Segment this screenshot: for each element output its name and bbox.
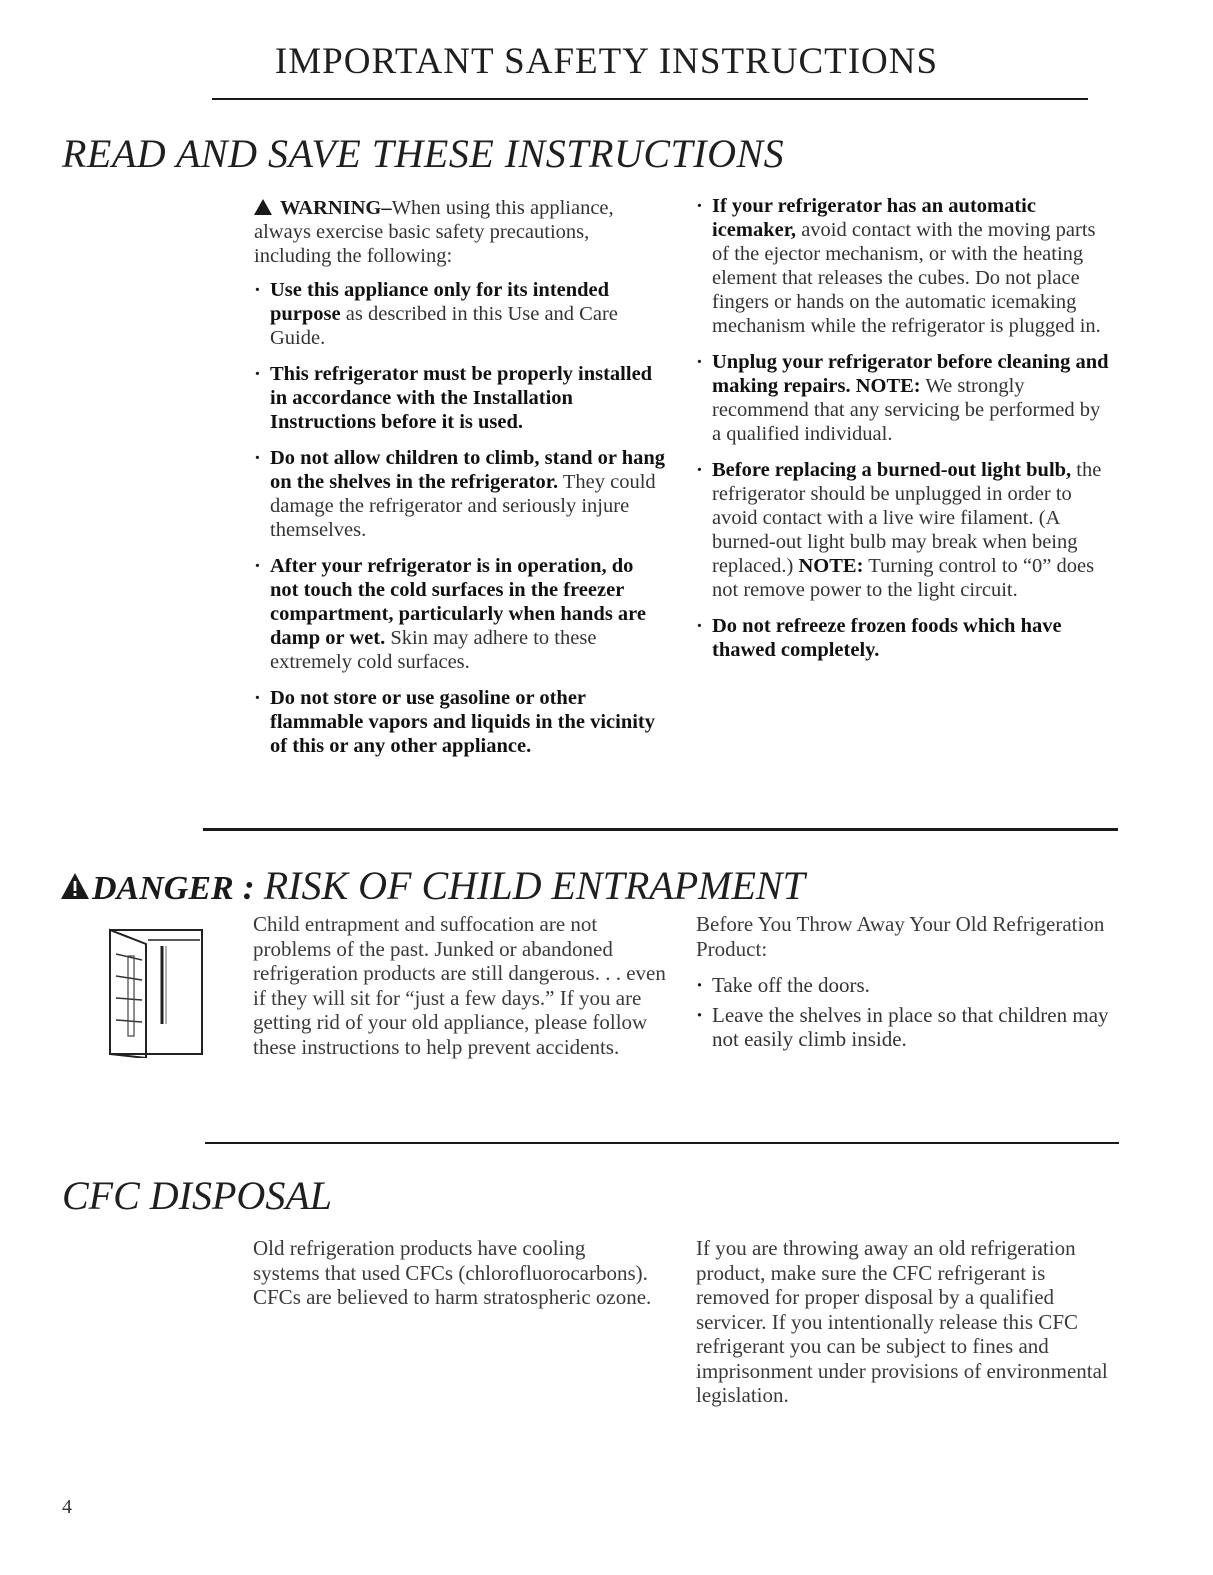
list-item: · Unplug your refrigerator before cleaning and making repairs. NOTE: We strongly recommend that any servicing be performed by a qualified individual. [696, 350, 1112, 446]
danger-title: RISK OF CHILD ENTRAPMENT [263, 863, 805, 908]
danger-left-text: Child entrapment and suffocation are not problems of the past. Junked or abandoned refrigeration products are still dangerous. . . even if they will sit for “just a few days.” If you are getting rid of your old appliance, please follow these instructions to help prevent accidents. [253, 912, 666, 1059]
list-item: · Use this appliance only for its intended purpose as described in this Use and Care Guide. [254, 278, 666, 350]
danger-triangle-icon [60, 871, 90, 906]
header-rule [212, 98, 1088, 100]
warning-text: When using this appliance, always exercise basic safety precautions, including the following: [254, 197, 614, 267]
danger-label: DANGER [92, 870, 234, 907]
list-item: · Do not allow children to climb, stand or hang on the shelves in the refrigerator. They could damage the refrigerator and seriously injure themselves. [254, 446, 666, 542]
cfc-left-text: Old refrigeration products have cooling systems that used CFCs (chlorofluorocarbons). CFCs are believed to harm stratospheric ozone. [253, 1236, 652, 1309]
danger-rule [203, 828, 1118, 831]
cfc-heading: CFC DISPOSAL [62, 1173, 332, 1218]
page-header-title: IMPORTANT SAFETY INSTRUCTIONS [274, 41, 939, 82]
page-number: 4 [62, 1496, 72, 1518]
safety-right-column [696, 194, 1112, 674]
danger-heading [60, 862, 805, 909]
danger-right-column [696, 912, 1116, 1063]
left-safety-list [254, 278, 666, 758]
safety-left-column [254, 196, 666, 770]
refrigerator-icon [108, 926, 212, 1058]
list-item: · If your refrigerator has an automatic icemaker, avoid contact with the moving parts of the ejector mechanism, or with the heating element that releases the cubes. Do not place fingers or hands on the automatic icemaking mechanism while the refrigerator is plugged in. [696, 194, 1112, 338]
list-item: · This refrigerator must be properly installed in accordance with the Installation Instructions before it is used. [254, 362, 666, 434]
danger-right-intro: Before You Throw Away Your Old Refrigeration Product: [696, 912, 1105, 961]
cfc-rule [205, 1142, 1119, 1144]
list-item: · Before replacing a burned-out light bulb, the refrigerator should be unplugged in order to avoid contact with a live wire filament. (A burned-out light bulb may break when being replaced.) NOTE: Turning control to “0” does not remove power to the light circuit. [696, 458, 1112, 602]
read-save-heading: READ AND SAVE THESE INSTRUCTIONS [62, 131, 785, 176]
list-item: · Do not refreeze frozen foods which have thawed completely. [696, 614, 1112, 662]
cfc-right-text: If you are throwing away an old refrigeration product, make sure the CFC refrigerant is removed for proper disposal by a qualified servicer. If you intentionally release this CFC refrigerant you can be subject to fines and imprisonment under provisions of environmental legislation. [696, 1236, 1108, 1407]
warning-label: WARNING– [280, 197, 392, 219]
list-item: · Take off the doors. [696, 973, 1116, 997]
list-item: · After your refrigerator is in operation, do not touch the cold surfaces in the freezer compartment, particularly when hands are damp or wet. Skin may adhere to these extremely cold surfaces. [254, 554, 666, 674]
right-safety-list [696, 194, 1112, 662]
danger-steps-list [696, 973, 1116, 1051]
danger-separator: : [233, 867, 264, 907]
warning-intro [254, 196, 666, 268]
warning-triangle-icon [254, 199, 272, 215]
list-item: · Do not store or use gasoline or other flammable vapors and liquids in the vicinity of this or any other appliance. [254, 686, 666, 758]
list-item: · Leave the shelves in place so that children may not easily climb inside. [696, 1003, 1116, 1051]
